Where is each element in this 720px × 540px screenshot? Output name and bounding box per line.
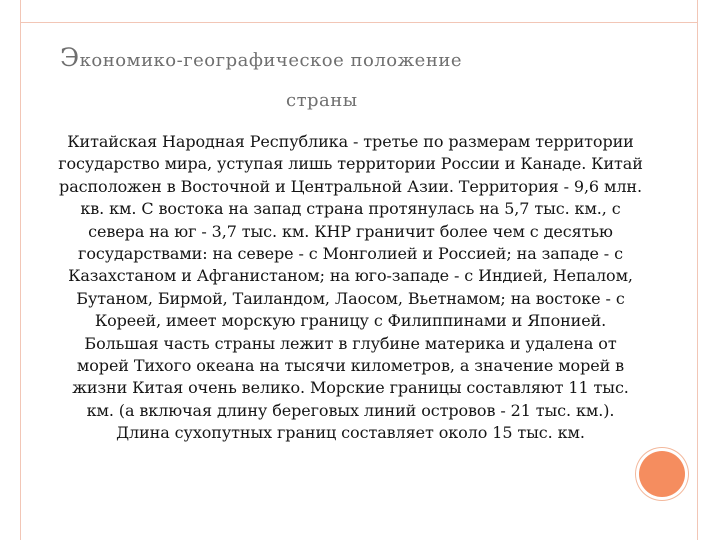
frame-line-right (697, 0, 698, 540)
slide-title-line1 (60, 38, 660, 81)
slide-title (60, 38, 660, 121)
frame-line-top (20, 22, 698, 23)
slide-title-line1-text: кономико-географическое положение (79, 50, 462, 71)
frame-line-left (20, 0, 21, 540)
slide-title-line2: страны (286, 90, 358, 111)
slide-body-text: Китайская Народная Республика - третье по размерам территории государство мира, уступая лишь территории России и Канаде. Китай расположен в Восточной и Центральной Азии. Территория - 9,6 млн. кв. км. С востока на запад страна протянулась на 5,7 тыс. км., с севера на юг - 3,7 тыс. км. КНР граничит более чем с десятью государствами: на севере - с Монголией и Россией; на западе - с Казахстаном и Афганистаном; на юго-западе - с Индией, Непалом, Бутаном, Бирмой, Таиландом, Лаосом, Вьетнамом; на востоке - с Кореей, имеет морскую границу с Филиппинами и Японией. Большая часть страны лежит в глубине материка и удалена от морей Тихого океана на тысячи километров, а значение морей в жизни Китая очень велико. Морские границы составляют 11 тыс. км. (а включая длину береговых линий островов - 21 тыс. км.). Длина сухопутных границ составляет около 15 тыс. км. (58, 132, 643, 443)
slide-title-first-letter: Э (60, 43, 80, 72)
decorative-circle (639, 451, 685, 497)
